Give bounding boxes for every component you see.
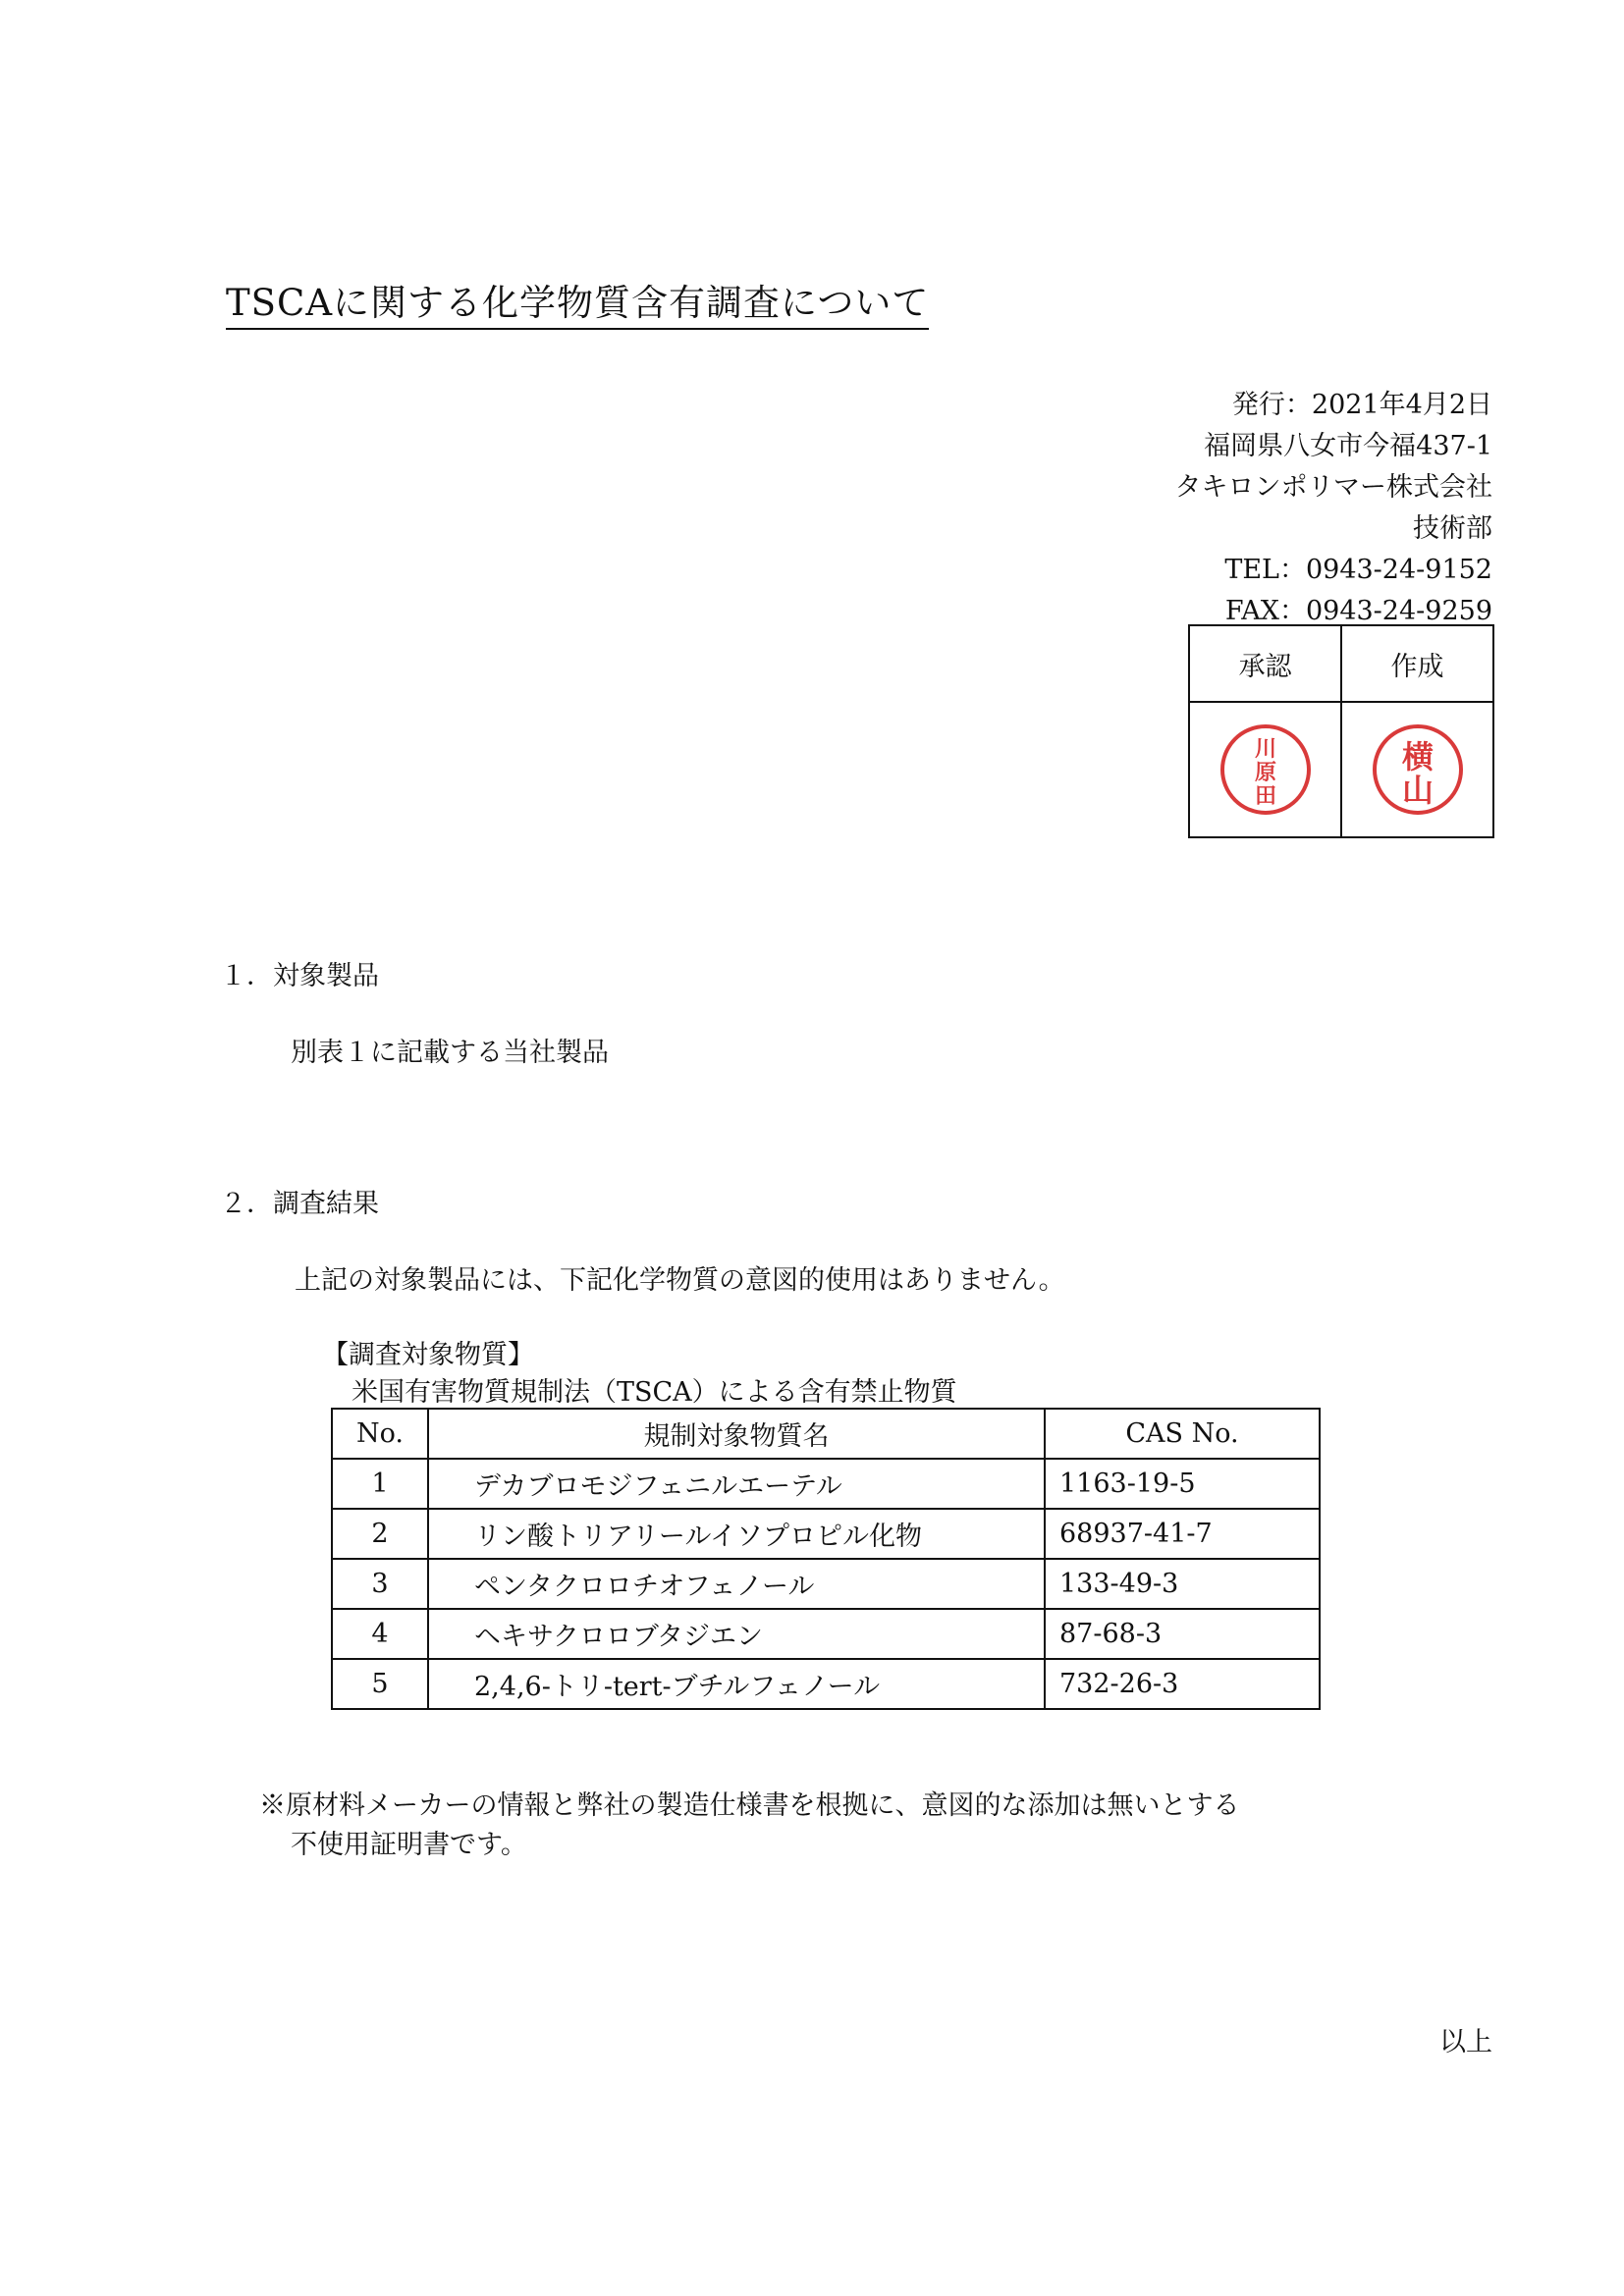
row-substance-name: リン酸トリアリールイソプロピル化物 bbox=[428, 1509, 1045, 1559]
row-substance-name: ヘキサクロロブタジエン bbox=[428, 1609, 1045, 1659]
svg-text:川: 川 bbox=[1254, 736, 1276, 762]
document-title: TSCAに関する化学物質含有調査について bbox=[226, 273, 929, 330]
svg-text:原: 原 bbox=[1254, 760, 1276, 785]
section2-heading: ２．調査結果 bbox=[220, 1189, 379, 1219]
row-cas: 732-26-3 bbox=[1045, 1659, 1320, 1709]
header-cas: CAS No. bbox=[1045, 1409, 1320, 1459]
created-label: 作成 bbox=[1341, 625, 1493, 702]
substance-bracket-label: 【調査対象物質】 bbox=[322, 1340, 534, 1370]
approved-seal-stamp bbox=[1218, 722, 1313, 817]
issuer-fax: FAX：0943-24-9259 bbox=[1224, 596, 1492, 626]
row-cas: 68937-41-7 bbox=[1045, 1509, 1320, 1559]
approval-stamp-table bbox=[1188, 624, 1494, 838]
row-no: 3 bbox=[332, 1559, 428, 1609]
row-substance-name: ペンタクロロチオフェノール bbox=[428, 1559, 1045, 1609]
svg-text:横: 横 bbox=[1401, 738, 1434, 775]
table-header-row bbox=[332, 1409, 1320, 1459]
header-substance-name: 規制対象物質名 bbox=[428, 1409, 1045, 1459]
issuer-address: 福岡県八女市今福437-1 bbox=[1204, 431, 1492, 461]
issuer-tel: TEL：0943-24-9152 bbox=[1224, 555, 1492, 585]
row-no: 5 bbox=[332, 1659, 428, 1709]
row-substance-name: 2,4,6-トリ-tert-ブチルフェノール bbox=[428, 1659, 1045, 1709]
table-row bbox=[332, 1609, 1320, 1659]
row-cas: 133-49-3 bbox=[1045, 1559, 1320, 1609]
table-row bbox=[332, 1559, 1320, 1609]
issuer-department: 技術部 bbox=[1413, 513, 1492, 544]
table-row bbox=[332, 1509, 1320, 1559]
row-cas: 87-68-3 bbox=[1045, 1609, 1320, 1659]
created-seal-stamp bbox=[1371, 722, 1465, 817]
header-no: No. bbox=[332, 1409, 428, 1459]
substance-table-subtitle: 米国有害物質規制法（TSCA）による含有禁止物質 bbox=[352, 1377, 957, 1408]
note-line-1: ※原材料メーカーの情報と弊社の製造仕様書を根拠に、意図的な添加は無いとする bbox=[259, 1790, 1240, 1821]
approved-seal-cell bbox=[1189, 702, 1341, 837]
row-no: 1 bbox=[332, 1459, 428, 1509]
svg-text:山: 山 bbox=[1401, 772, 1434, 809]
issuer-company: タキロンポリマー株式会社 bbox=[1174, 472, 1492, 503]
row-no: 2 bbox=[332, 1509, 428, 1559]
section1-heading: １．対象製品 bbox=[220, 961, 379, 991]
section2-body: 上記の対象製品には、下記化学物質の意図的使用はありません。 bbox=[295, 1265, 1065, 1296]
section1-body: 別表１に記載する当社製品 bbox=[291, 1038, 609, 1068]
created-seal-cell bbox=[1341, 702, 1493, 837]
substance-table bbox=[331, 1408, 1321, 1710]
svg-text:田: 田 bbox=[1254, 783, 1276, 809]
note-line-2: 不使用証明書です。 bbox=[291, 1830, 527, 1860]
closing-text: 以上 bbox=[1439, 2027, 1492, 2057]
table-row bbox=[332, 1459, 1320, 1509]
row-substance-name: デカブロモジフェニルエーテル bbox=[428, 1459, 1045, 1509]
row-no: 4 bbox=[332, 1609, 428, 1659]
issuer-block bbox=[1175, 385, 1492, 632]
table-row bbox=[332, 1659, 1320, 1709]
issue-date: 発行：2021年4月2日 bbox=[1231, 390, 1492, 420]
row-cas: 1163-19-5 bbox=[1045, 1459, 1320, 1509]
approved-label: 承認 bbox=[1189, 625, 1341, 702]
